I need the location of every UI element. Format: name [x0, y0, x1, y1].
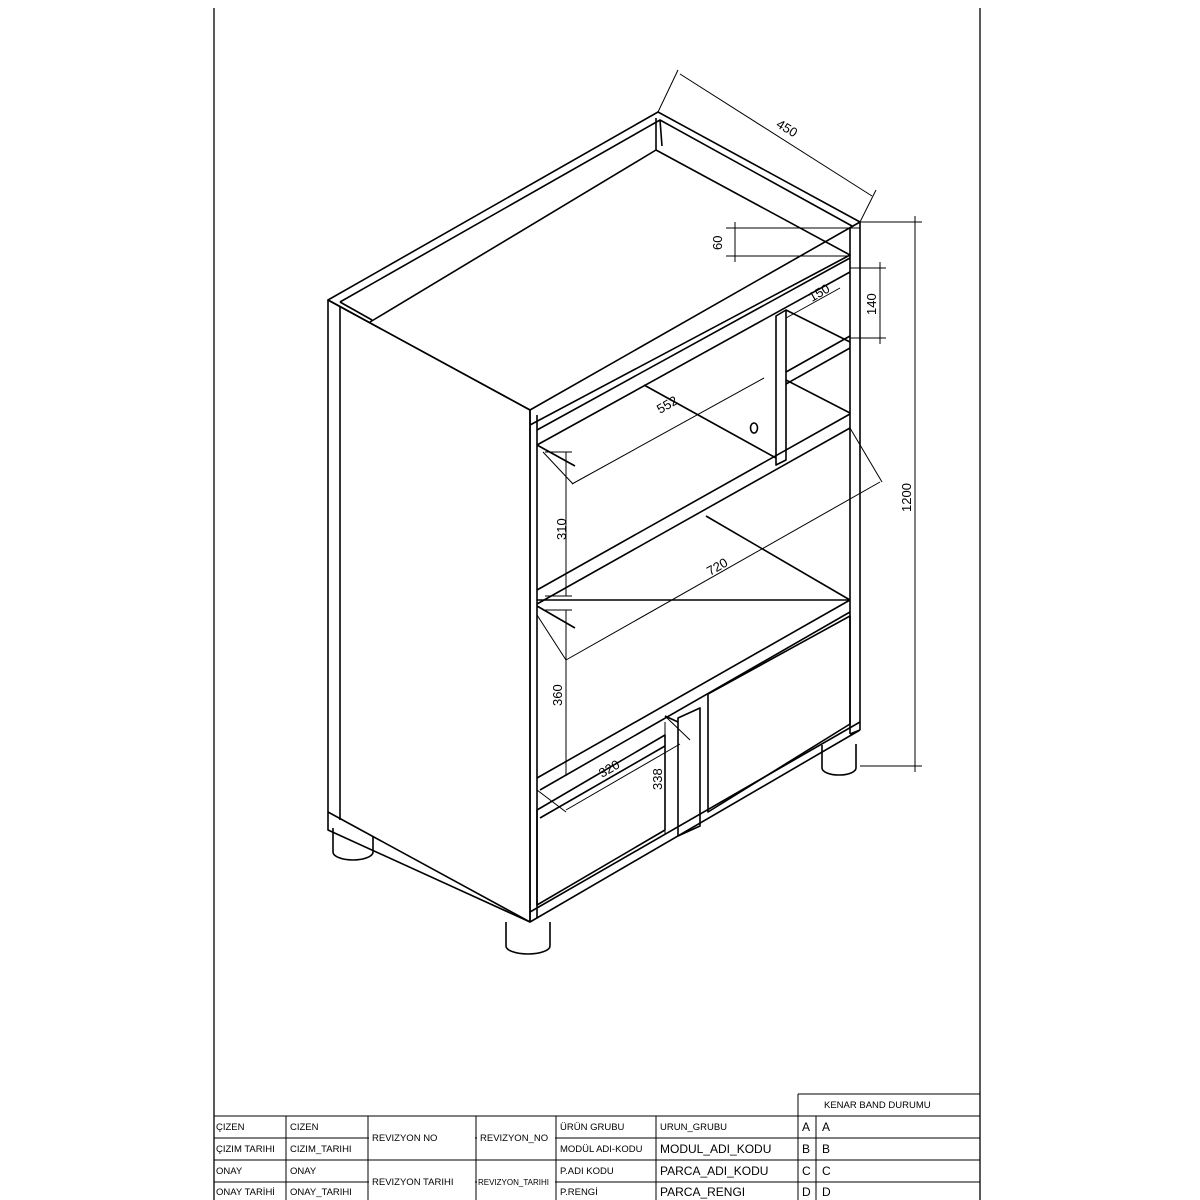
- edge-band-title: KENAR BAND DURUMU: [824, 1100, 931, 1111]
- dim-720: 720: [704, 554, 731, 579]
- urun-grubu-value: URUN_GRUBU: [660, 1122, 728, 1133]
- onay-tarihi-value: ONAY_TARIHI: [290, 1187, 352, 1198]
- dimension-lines: [537, 70, 922, 834]
- onay-value: ONAY: [290, 1166, 317, 1177]
- drawing-frame: [214, 8, 980, 1200]
- edge-band-value-d: D: [822, 1185, 831, 1199]
- parca-rengi-label: P.RENGİ: [560, 1187, 598, 1198]
- revizyon-tarihi-label: REVIZYON TARIHI: [372, 1177, 454, 1188]
- onay-label: ONAY: [216, 1166, 243, 1177]
- drawer-right: [708, 616, 850, 812]
- vertical-divider: [776, 310, 786, 465]
- onay-tarihi-label: ONAY TARİHİ: [216, 1187, 275, 1198]
- title-block-text: [216, 1100, 931, 1199]
- revizyon-tarihi-value: REVIZYON_TARIHI: [478, 1178, 549, 1187]
- parca-rengi-value: PARCA_RENGI: [660, 1185, 746, 1199]
- cizen-value: CIZEN: [290, 1122, 319, 1133]
- dim-450: 450: [773, 116, 801, 141]
- revizyon-no-value: REVIZYON_NO: [480, 1133, 549, 1144]
- dim-338: 338: [650, 768, 665, 790]
- left-side-panel: [328, 300, 530, 922]
- edge-band-key-a: A: [802, 1120, 811, 1134]
- dim-360: 360: [550, 684, 565, 706]
- dim-320: 320: [596, 756, 623, 781]
- dim-552: 552: [654, 392, 681, 417]
- dim-310: 310: [554, 518, 569, 540]
- dim-140: 140: [864, 293, 879, 315]
- parca-adi-value: PARCA_ADI_KODU: [660, 1164, 769, 1178]
- urun-grubu-label: ÜRÜN GRUBU: [560, 1122, 625, 1133]
- parca-adi-label: P.ADI KODU: [560, 1166, 614, 1177]
- revizyon-no-label: REVIZYON NO: [372, 1133, 438, 1144]
- edge-band-value-b: B: [822, 1142, 831, 1156]
- modul-value: MODUL_ADI_KODU: [660, 1142, 772, 1156]
- shelf-middle: [537, 414, 850, 590]
- edge-band-value-a: A: [822, 1120, 831, 1134]
- edge-band-key-b: B: [802, 1142, 811, 1156]
- cabinet-isometric-view: [328, 112, 860, 954]
- cizim-tarihi-label: ÇIZIM TARIHI: [216, 1144, 275, 1155]
- cizen-label: ÇIZEN: [216, 1122, 245, 1133]
- edge-band-value-c: C: [822, 1164, 831, 1178]
- cizim-tarihi-value: CIZIM_TARIHI: [290, 1144, 352, 1155]
- edge-band-key-c: C: [802, 1164, 811, 1178]
- shelf-top: [537, 258, 850, 430]
- top-board: [370, 150, 850, 425]
- bottom-board: [530, 730, 860, 922]
- modul-label: MODÜL ADI-KODU: [560, 1144, 643, 1155]
- cable-hole: [751, 423, 758, 433]
- dim-150: 150: [806, 280, 833, 305]
- dim-1200: 1200: [899, 483, 914, 512]
- drawer-left: [537, 735, 665, 905]
- edge-band-key-d: D: [802, 1185, 811, 1199]
- dim-60: 60: [710, 235, 725, 250]
